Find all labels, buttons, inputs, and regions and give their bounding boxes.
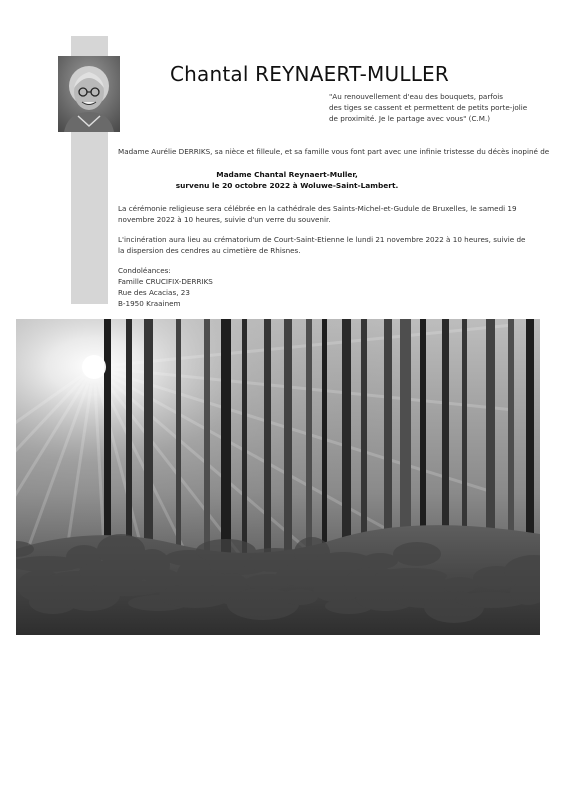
condolences-heading: Condoléances:: [118, 266, 171, 275]
quote-line: des tiges se cassent et permettent de petits porte-jolie: [329, 103, 528, 112]
cremation-paragraph: [118, 234, 525, 256]
cremation-line: la dispersion des cendres au cimetière de Rhisnes.: [118, 246, 301, 255]
condolences-street: Rue des Acacias, 23: [118, 288, 190, 297]
death-announcement: [118, 169, 456, 191]
cremation-line: L'incinération aura lieu au crématorium de Court-Saint-Etienne le lundi 21 novembre 2022 à 10 heures, suivie de: [118, 235, 526, 244]
ceremony-paragraph: [118, 203, 517, 225]
ceremony-line: La cérémonie religieuse sera célébrée en la cathédrale des Saints-Michel-et-Gudule de Bruxelles, le samedi 19: [118, 204, 517, 213]
announcement-name: Madame Chantal Reynaert-Muller,: [216, 170, 358, 179]
quote-line: de proximité. Je le partage avec vous" (C.M.): [329, 114, 491, 123]
quote-line: "Au renouvellement d'eau des bouquets, parfois: [329, 92, 503, 101]
deceased-name: Chantal REYNAERT-MULLER: [170, 62, 449, 86]
announcement-intro: Madame Aurélie DERRIKS, sa nièce et filleule, et sa famille vous font part avec une infinie tristesse du décès inopiné de: [118, 147, 550, 156]
condolences-address: [118, 265, 213, 309]
condolences-city: B-1950 Kraainem: [118, 299, 181, 308]
condolences-family: Famille CRUCIFIX-DERRIKS: [118, 277, 213, 286]
memorial-quote: [329, 91, 529, 124]
portrait-photo: [58, 56, 120, 132]
forest-photo: [16, 319, 540, 635]
announcement-date-place: survenu le 20 octobre 2022 à Woluwe-Saint-Lambert.: [175, 181, 399, 190]
ceremony-line: novembre 2022 à 10 heures, suivie d'un verre du souvenir.: [118, 215, 331, 224]
